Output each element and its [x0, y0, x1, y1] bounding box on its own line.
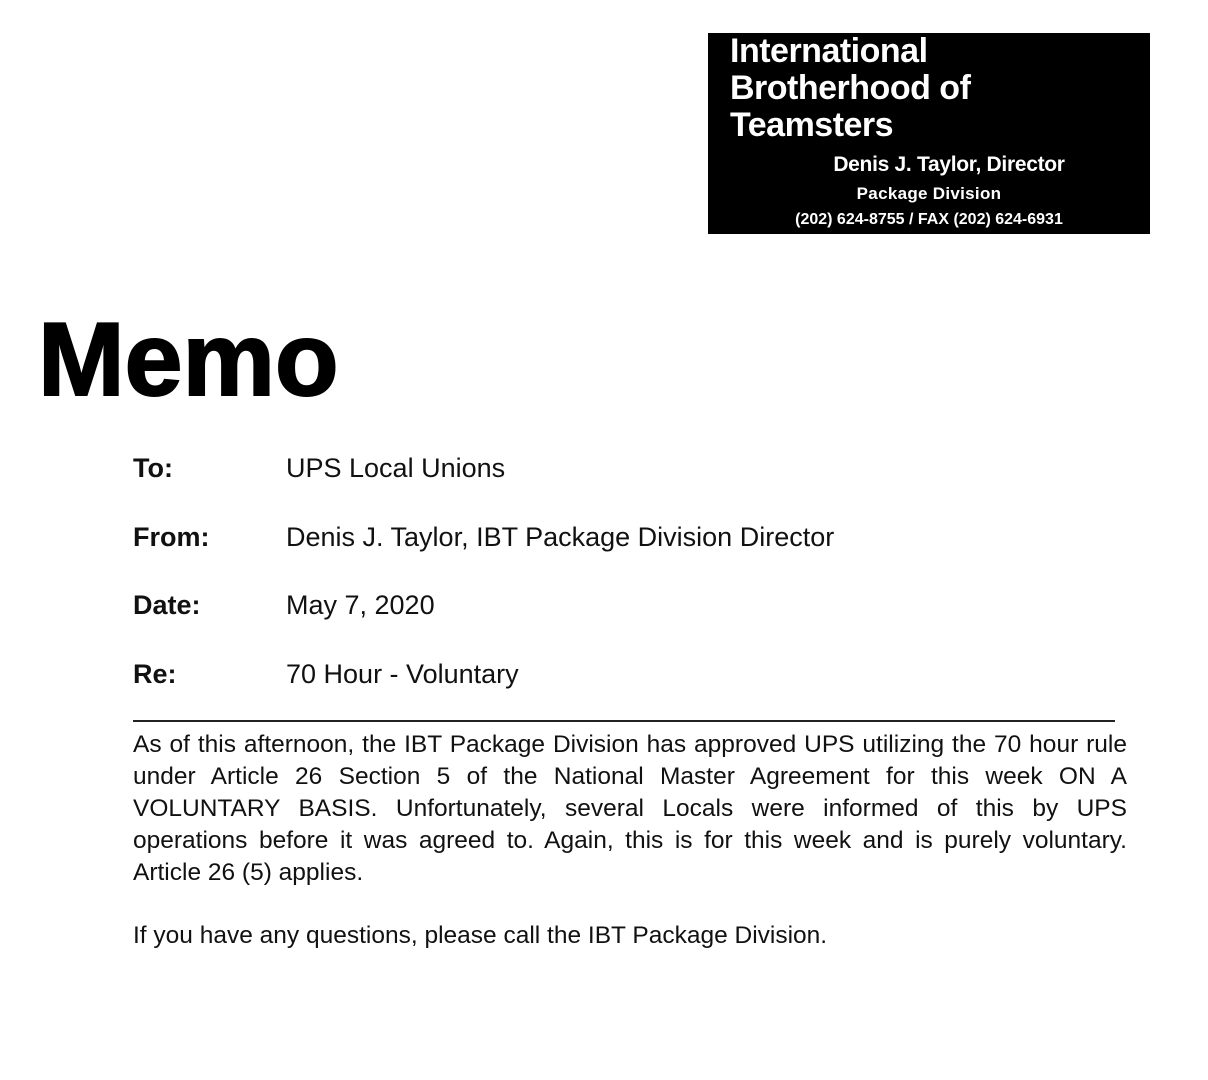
field-row-from: [133, 517, 1133, 557]
field-row-date: [133, 585, 1133, 625]
letterhead-division: [708, 184, 1150, 204]
organization-name-line-1: International: [730, 32, 928, 70]
field-value-date: May 7, 2020: [286, 590, 435, 620]
organization-name-line-2: Brotherhood of: [730, 69, 971, 107]
header-divider: [133, 720, 1115, 722]
field-label-to: To:: [133, 453, 173, 483]
field-value-to: UPS Local Unions: [286, 453, 506, 483]
letterhead-director-text: Denis J. Taylor, Director: [833, 153, 1065, 176]
body-paragraph-1: As of this afternoon, the IBT Package Division has approved UPS utilizing the 70 hour rule under Article 26 Section 5 of the National Master Agreement for this week ON A VOLUNTARY BASIS. Unfortunately, several Locals were informed of this by UPS operations before it was agreed to. Again, this is for this week and is purely voluntary. Article 26 (5) applies.: [133, 731, 1127, 886]
letterhead-division-text: Package Division: [856, 184, 1002, 203]
field-row-to: [133, 448, 1133, 488]
field-value-re: 70 Hour - Voluntary: [286, 659, 519, 689]
organization-name-line-3: Teamsters: [730, 106, 894, 144]
field-label-date: Date:: [133, 590, 201, 620]
field-value-from: Denis J. Taylor, IBT Package Division Director: [286, 522, 835, 552]
letterhead-box: [708, 33, 1150, 234]
field-label-re: Re:: [133, 659, 177, 689]
body-paragraph-2: If you have any questions, please call the IBT Package Division.: [133, 922, 828, 949]
field-row-re: [133, 654, 1133, 694]
memo-title: Memo: [38, 302, 339, 418]
field-label-from: From:: [133, 522, 210, 552]
organization-name: [730, 33, 1140, 144]
letterhead-director: [708, 153, 1150, 177]
letterhead-contact: (202) 624-8755 / FAX (202) 624-6931: [795, 211, 1063, 228]
